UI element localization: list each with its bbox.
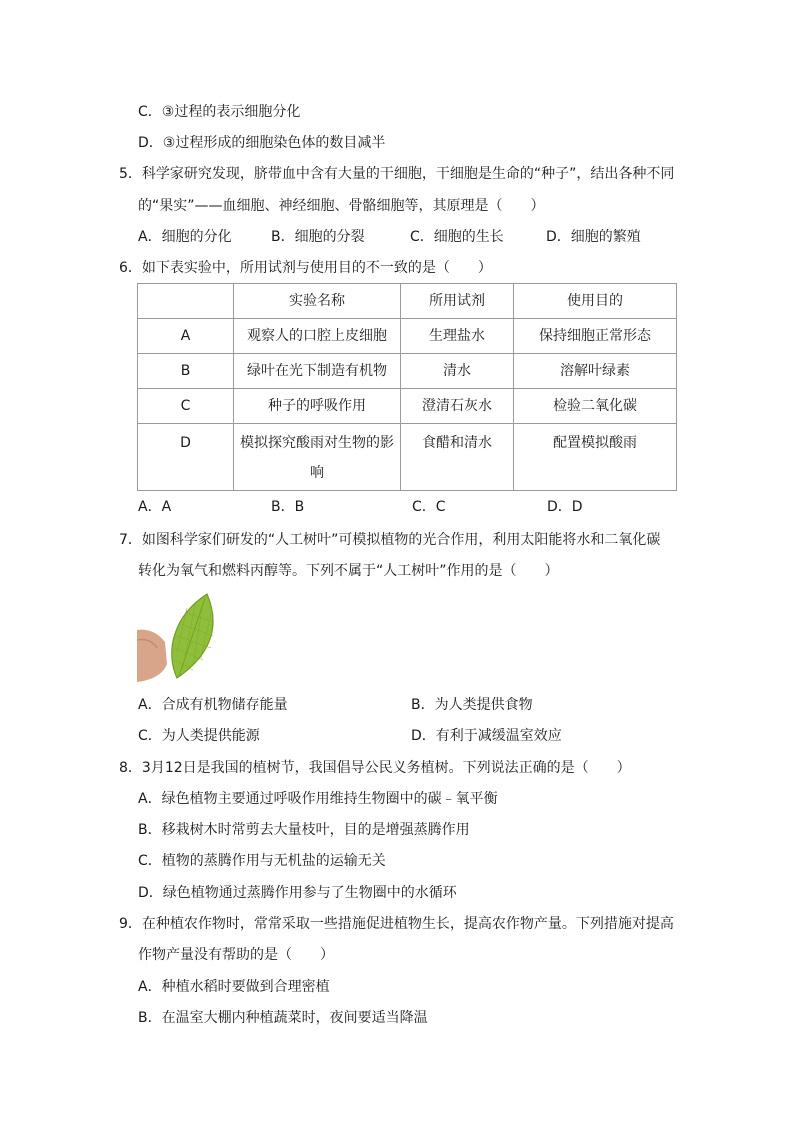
q6-stem: 6．如下表实验中，所用试剂与使用目的不一致的是（ ） bbox=[119, 260, 492, 276]
q7-option-a: A．合成有机物储存能量 bbox=[138, 697, 288, 713]
artificial-leaf-image bbox=[137, 592, 221, 682]
table-header-row bbox=[138, 284, 677, 319]
table-cell: B bbox=[138, 354, 234, 389]
q8-option-b: B．移栽树木时常剪去大量枝叶，目的是增强蒸腾作用 bbox=[138, 822, 470, 838]
q7-option-b: B．为人类提供食物 bbox=[411, 697, 533, 713]
q8-option-a: A．绿色植物主要通过呼吸作用维持生物圈中的碳﹣氧平衡 bbox=[138, 791, 498, 807]
q5-option-d: D．细胞的繁殖 bbox=[546, 229, 641, 245]
q6-option-b: B．B bbox=[271, 499, 305, 515]
table-header-cell bbox=[138, 284, 234, 319]
q9-stem-line1: 9．在种植农作物时，常常采取一些措施促进植物生长，提高农作物产量。下列措施对提高 bbox=[119, 916, 674, 932]
table-cell: 澄清石灰水 bbox=[401, 389, 514, 424]
table-cell: 观察人的口腔上皮细胞 bbox=[234, 319, 401, 354]
table-cell: 溶解叶绿素 bbox=[514, 354, 677, 389]
q5-option-a: A．细胞的分化 bbox=[138, 229, 232, 245]
q5-stem-line2: 的“果实”——血细胞、神经细胞、骨骼细胞等，其原理是（ ） bbox=[138, 198, 545, 214]
table-cell: 种子的呼吸作用 bbox=[234, 389, 401, 424]
table-cell: 保持细胞正常形态 bbox=[514, 319, 677, 354]
table-row bbox=[138, 319, 677, 354]
q7-stem-line2: 转化为氧气和燃料丙醇等。下列不属于“人工树叶”作用的是（ ） bbox=[138, 563, 559, 579]
q4-option-d: D．③过程形成的细胞染色体的数目减半 bbox=[138, 135, 386, 151]
q5-options bbox=[138, 227, 658, 247]
table-cell: D bbox=[138, 424, 234, 491]
q7-options-row2 bbox=[138, 726, 678, 746]
q7-option-d: D．有利于减缓温室效应 bbox=[411, 728, 562, 744]
table-cell: A bbox=[138, 319, 234, 354]
q6-option-c: C．C bbox=[412, 499, 446, 515]
table-header-cell: 使用目的 bbox=[514, 284, 677, 319]
q7-option-c: C．为人类提供能源 bbox=[138, 728, 260, 744]
table-cell: 检验二氧化碳 bbox=[514, 389, 677, 424]
q9-stem-line2: 作物产量没有帮助的是（ ） bbox=[138, 947, 334, 963]
table-cell: 配置模拟酸雨 bbox=[514, 424, 677, 491]
q4-option-c: C．③过程的表示细胞分化 bbox=[138, 104, 301, 120]
q6-option-a: A．A bbox=[138, 499, 172, 515]
q7-options-row1 bbox=[138, 695, 678, 715]
table-cell: 模拟探究酸雨对生物的影响 bbox=[234, 424, 401, 491]
q5-option-c: C．细胞的生长 bbox=[410, 229, 504, 245]
q6-option-d: D．D bbox=[547, 499, 583, 515]
table-header-cell: 实验名称 bbox=[234, 284, 401, 319]
table-cell: 清水 bbox=[401, 354, 514, 389]
table-cell: 绿叶在光下制造有机物 bbox=[234, 354, 401, 389]
table-header-cell: 所用试剂 bbox=[401, 284, 514, 319]
table-row bbox=[138, 389, 677, 424]
q8-option-c: C．植物的蒸腾作用与无机盐的运输无关 bbox=[138, 853, 386, 869]
q8-option-d: D．绿色植物通过蒸腾作用参与了生物圈中的水循环 bbox=[138, 885, 457, 901]
table-row bbox=[138, 354, 677, 389]
q9-option-b: B．在温室大棚内种植蔬菜时，夜间要适当降温 bbox=[138, 1010, 428, 1026]
q8-stem: 8．3月12日是我国的植树节，我国倡导公民义务植树。下列说法正确的是（ ） bbox=[119, 760, 631, 776]
q6-options bbox=[138, 497, 658, 517]
table-cell: 食醋和清水 bbox=[401, 424, 514, 491]
q7-stem-line1: 7．如图科学家们研发的“人工树叶”可模拟植物的光合作用，利用太阳能将水和二氧化碳 bbox=[119, 532, 661, 548]
table-row bbox=[138, 424, 677, 491]
q9-option-a: A．种植水稻时要做到合理密植 bbox=[138, 979, 330, 995]
table-cell: C bbox=[138, 389, 234, 424]
experiment-table bbox=[137, 283, 677, 491]
table-cell: 生理盐水 bbox=[401, 319, 514, 354]
q5-stem-line1: 5．科学家研究发现，脐带血中含有大量的干细胞，干细胞是生命的“种子”，结出各种不同 bbox=[119, 166, 675, 182]
q5-option-b: B．细胞的分裂 bbox=[271, 229, 365, 245]
